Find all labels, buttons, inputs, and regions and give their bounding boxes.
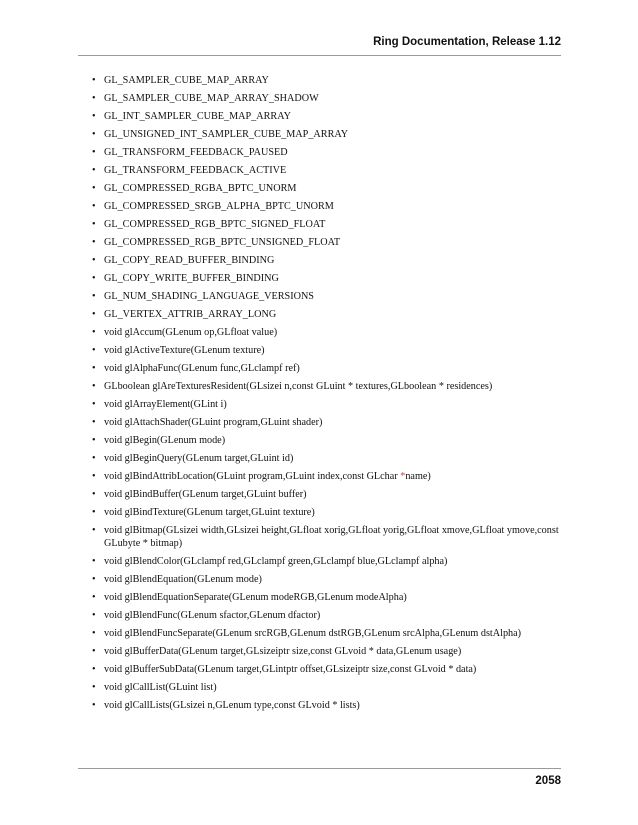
- list-item: [92, 290, 564, 303]
- bullet-marker: •: [92, 610, 96, 621]
- bullet-marker: •: [92, 628, 96, 639]
- list-item: [92, 200, 564, 213]
- list-item-text: void glAccum(GLenum op,GLfloat value): [104, 327, 278, 338]
- bullet-marker: •: [92, 255, 96, 266]
- list-item-text: void glBitmap(GLsizei width,GLsizei height,GLfloat xorig,GLfloat yorig,GLfloat xmove,GLfloat ymove,const GLubyte * bitmap): [104, 525, 559, 549]
- bullet-marker: •: [92, 201, 96, 212]
- bullet-marker: •: [92, 700, 96, 711]
- list-item: [92, 524, 564, 550]
- list-item: [92, 470, 564, 483]
- list-item: [92, 681, 564, 694]
- list-item-text: void glBlendColor(GLclampf red,GLclampf green,GLclampf blue,GLclampf alpha): [104, 556, 448, 567]
- list-item: [92, 308, 564, 321]
- list-item: [92, 663, 564, 676]
- list-item-text: GL_COMPRESSED_RGB_BPTC_UNSIGNED_FLOAT: [104, 237, 341, 248]
- list-item-text: void glBlendEquationSeparate(GLenum modeRGB,GLenum modeAlpha): [104, 592, 407, 603]
- bullet-marker: •: [92, 93, 96, 104]
- list-item-text: void glAlphaFunc(GLenum func,GLclampf ref): [104, 363, 300, 374]
- bullet-marker: •: [92, 489, 96, 500]
- list-item: [92, 254, 564, 267]
- list-item-text: void glAttachShader(GLuint program,GLuint shader): [104, 417, 323, 428]
- bullet-marker: •: [92, 147, 96, 158]
- list-item-text: GL_NUM_SHADING_LANGUAGE_VERSIONS: [104, 291, 314, 302]
- list-item: [92, 236, 564, 249]
- bullet-marker: •: [92, 327, 96, 338]
- list-item: [92, 627, 564, 640]
- header-divider: [78, 55, 561, 56]
- list-item-text: void glCallList(GLuint list): [104, 682, 217, 693]
- list-item: [92, 398, 564, 411]
- list-item-text-part: name): [405, 471, 431, 482]
- list-item-text: [104, 471, 431, 482]
- bullet-marker: •: [92, 291, 96, 302]
- bullet-marker: •: [92, 111, 96, 122]
- list-item-text: void glBlendEquation(GLenum mode): [104, 574, 262, 585]
- list-item: [92, 591, 564, 604]
- bullet-marker: •: [92, 417, 96, 428]
- page-number: 2058: [535, 775, 561, 787]
- list-item: [92, 164, 564, 177]
- list-item: [92, 362, 564, 375]
- bullet-marker: •: [92, 381, 96, 392]
- list-item-text: void glBlendFunc(GLenum sfactor,GLenum dfactor): [104, 610, 321, 621]
- footer-divider: [78, 768, 561, 769]
- list-item-text: void glBindTexture(GLenum target,GLuint texture): [104, 507, 315, 518]
- bullet-marker: •: [92, 165, 96, 176]
- bullet-marker: •: [92, 129, 96, 140]
- list-item-text: GL_TRANSFORM_FEEDBACK_PAUSED: [104, 147, 288, 158]
- list-item: [92, 488, 564, 501]
- bullet-marker: •: [92, 399, 96, 410]
- bullet-marker: •: [92, 471, 96, 482]
- list-item: [92, 110, 564, 123]
- bullet-list: [92, 74, 564, 717]
- bullet-marker: •: [92, 646, 96, 657]
- list-item-text: GL_VERTEX_ATTRIB_ARRAY_LONG: [104, 309, 277, 320]
- list-item: [92, 272, 564, 285]
- list-item-text: void glCallLists(GLsizei n,GLenum type,const GLvoid * lists): [104, 700, 360, 711]
- list-item-text: void glBeginQuery(GLenum target,GLuint id): [104, 453, 294, 464]
- list-item-text: GL_SAMPLER_CUBE_MAP_ARRAY_SHADOW: [104, 93, 319, 104]
- list-item: [92, 645, 564, 658]
- list-item-text: void glBufferData(GLenum target,GLsizeiptr size,const GLvoid * data,GLenum usage): [104, 646, 462, 657]
- list-item: [92, 609, 564, 622]
- bullet-marker: •: [92, 592, 96, 603]
- bullet-marker: •: [92, 664, 96, 675]
- bullet-marker: •: [92, 75, 96, 86]
- list-item: [92, 434, 564, 447]
- list-item: [92, 182, 564, 195]
- list-item-text: GL_COMPRESSED_RGB_BPTC_SIGNED_FLOAT: [104, 219, 326, 230]
- list-item-text: void glBufferSubData(GLenum target,GLintptr offset,GLsizeiptr size,const GLvoid * data): [104, 664, 477, 675]
- list-item: [92, 380, 564, 393]
- bullet-marker: •: [92, 363, 96, 374]
- bullet-marker: •: [92, 183, 96, 194]
- list-item: [92, 128, 564, 141]
- list-item-text: GL_COPY_WRITE_BUFFER_BINDING: [104, 273, 279, 284]
- bullet-marker: •: [92, 219, 96, 230]
- bullet-marker: •: [92, 237, 96, 248]
- list-item-text: GL_COMPRESSED_RGBA_BPTC_UNORM: [104, 183, 297, 194]
- bullet-marker: •: [92, 345, 96, 356]
- list-item-text: void glActiveTexture(GLenum texture): [104, 345, 265, 356]
- list-item: [92, 416, 564, 429]
- list-item: [92, 555, 564, 568]
- list-item-text: void glBlendFuncSeparate(GLenum srcRGB,GLenum dstRGB,GLenum srcAlpha,GLenum dstAlpha): [104, 628, 522, 639]
- list-item-text: void glArrayElement(GLint i): [104, 399, 227, 410]
- list-item: [92, 326, 564, 339]
- list-item-text: void glBegin(GLenum mode): [104, 435, 226, 446]
- list-item: [92, 452, 564, 465]
- list-item: [92, 699, 564, 712]
- bullet-marker: •: [92, 525, 96, 536]
- list-item-text: GL_COMPRESSED_SRGB_ALPHA_BPTC_UNORM: [104, 201, 334, 212]
- bullet-marker: •: [92, 273, 96, 284]
- list-item-text: GL_SAMPLER_CUBE_MAP_ARRAY: [104, 75, 269, 86]
- list-item-text: GL_UNSIGNED_INT_SAMPLER_CUBE_MAP_ARRAY: [104, 129, 349, 140]
- list-item-text-part: void glBindAttribLocation(GLuint program,GLuint index,const GLchar: [104, 471, 401, 482]
- list-item-text: GL_INT_SAMPLER_CUBE_MAP_ARRAY: [104, 111, 291, 122]
- bullet-marker: •: [92, 507, 96, 518]
- list-item: [92, 573, 564, 586]
- highlighted-token: *: [400, 471, 406, 482]
- bullet-marker: •: [92, 682, 96, 693]
- list-item-text: GL_TRANSFORM_FEEDBACK_ACTIVE: [104, 165, 287, 176]
- list-item-text: GL_COPY_READ_BUFFER_BINDING: [104, 255, 275, 266]
- bullet-marker: •: [92, 574, 96, 585]
- list-item-text: void glBindBuffer(GLenum target,GLuint buffer): [104, 489, 307, 500]
- list-item: [92, 74, 564, 87]
- list-item: [92, 506, 564, 519]
- bullet-marker: •: [92, 453, 96, 464]
- list-item: [92, 92, 564, 105]
- list-item: [92, 344, 564, 357]
- bullet-marker: •: [92, 556, 96, 567]
- list-item: [92, 146, 564, 159]
- bullet-marker: •: [92, 435, 96, 446]
- running-header: Ring Documentation, Release 1.12: [373, 36, 561, 48]
- list-item: [92, 218, 564, 231]
- list-item-text: GLboolean glAreTexturesResident(GLsizei n,const GLuint * textures,GLboolean * residences): [104, 381, 493, 392]
- bullet-marker: •: [92, 309, 96, 320]
